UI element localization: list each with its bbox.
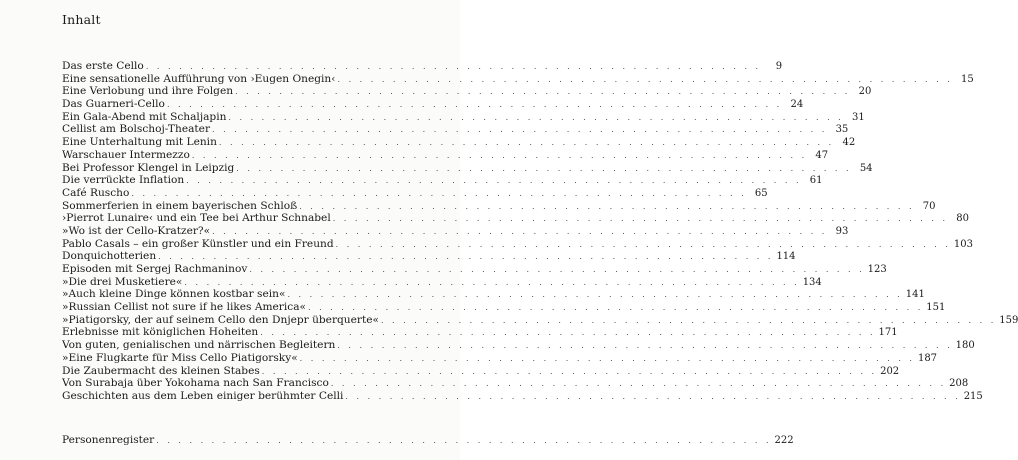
- toc-entry-page: 187: [917, 352, 938, 364]
- table-of-contents: [62, 60, 1018, 403]
- dot-leader: [345, 391, 960, 404]
- toc-entry: [62, 313, 1018, 327]
- toc-entry-title: Ein Gala-Abend mit Schaljapin: [62, 110, 227, 123]
- toc-entry: [62, 186, 768, 200]
- toc-entry-page: 24: [790, 99, 804, 111]
- toc-entry-title: Donquichotterien: [62, 250, 157, 263]
- toc-entry: [62, 237, 973, 251]
- dot-leader: [338, 74, 953, 87]
- toc-entry: [62, 123, 849, 136]
- dot-leader: [156, 435, 771, 448]
- toc-entry-page: 134: [802, 276, 822, 288]
- toc-entry-page: 208: [949, 378, 969, 390]
- dot-leader: [158, 251, 773, 264]
- toc-entry-page: 47: [815, 149, 829, 161]
- toc-entry-title: »Piatigorsky, der auf seinem Cello den Dnjepr überquerte«: [62, 313, 379, 326]
- toc-entry: [62, 339, 975, 352]
- toc-entry-title: Erlebnisse mit königlichen Hoheiten: [62, 326, 259, 339]
- toc-entry: [62, 148, 829, 162]
- toc-entry-page: 9: [775, 61, 783, 72]
- dot-leader: [228, 112, 843, 125]
- toc-entry: [62, 174, 823, 187]
- toc-entry-page: 20: [858, 86, 872, 98]
- toc-entry-page: 61: [809, 175, 823, 187]
- toc-entry-title: ›Pierrot Lunaire‹ und ein Tee bei Arthur Schnabel: [62, 212, 331, 225]
- toc-entry: [62, 275, 822, 289]
- dot-leader: [192, 150, 807, 163]
- toc-entry-page: 15: [961, 73, 974, 85]
- toc-entry-title: Bei Professor Klengel in Leipzig: [62, 161, 235, 174]
- index-entry-title: Personenregister: [62, 434, 155, 446]
- index-entry-page: 222: [774, 435, 794, 446]
- toc-entry-title: Geschichten aus dem Leben einiger berühmter Celli: [62, 389, 344, 402]
- toc-entry-page: 93: [835, 225, 849, 237]
- toc-entry-page: 114: [776, 251, 796, 263]
- dot-leader: [308, 302, 923, 315]
- toc-entry: [62, 377, 969, 390]
- toc-entry-page: 42: [842, 137, 856, 149]
- toc-entry-page: 180: [955, 340, 975, 352]
- index-entry: [62, 434, 794, 447]
- toc-entry-title: Eine Unterhaltung mit Lenin: [62, 136, 217, 149]
- toc-entry-page: 70: [922, 200, 936, 212]
- toc-entry-page: 54: [859, 162, 873, 174]
- dot-leader: [381, 315, 996, 328]
- toc-entry: [62, 288, 925, 301]
- toc-entry-page: 65: [754, 187, 768, 199]
- toc-entry-page: 159: [999, 314, 1018, 326]
- toc-entry: [62, 85, 872, 98]
- toc-entry-page: 80: [956, 213, 969, 225]
- toc-entry: [62, 199, 936, 213]
- dot-leader: [186, 175, 801, 188]
- toc-entry-page: 31: [851, 111, 865, 123]
- toc-entry-title: Das Guarneri-Cello: [62, 98, 165, 111]
- dot-leader: [219, 137, 834, 150]
- toc-entry-title: Von guten, genialischen und närrischen Begleitern: [62, 339, 336, 352]
- page-heading: Inhalt: [62, 12, 101, 27]
- toc-entry: [62, 301, 946, 314]
- toc-entry: [62, 263, 887, 276]
- toc-entry: [62, 326, 898, 339]
- toc-entry-title: Die verrückte Inflation: [62, 174, 185, 187]
- toc-entry-title: Warschauer Intermezzo: [62, 148, 190, 161]
- toc-entry: [62, 389, 983, 403]
- toc-entry-title: Episoden mit Sergej Rachmaninov: [62, 263, 248, 275]
- dot-leader: [300, 353, 915, 366]
- dot-leader: [260, 327, 875, 340]
- toc-entry: [62, 161, 873, 175]
- toc-entry: [62, 364, 900, 378]
- toc-entry-title: »Die drei Musketiere«: [62, 275, 183, 288]
- dot-leader: [299, 201, 914, 214]
- toc-entry: [62, 212, 969, 225]
- toc-entry-page: 103: [953, 238, 973, 250]
- toc-entry-title: Das erste Cello: [62, 60, 144, 72]
- toc-entry: [62, 72, 974, 86]
- toc-entry-title: »Russian Cellist not sure if he likes America«: [62, 301, 306, 314]
- dot-leader: [212, 124, 827, 137]
- toc-entry: [62, 250, 796, 263]
- dot-leader: [331, 378, 946, 391]
- toc-entry: [62, 136, 856, 149]
- dot-leader: [236, 163, 851, 176]
- toc-entry-title: Die Zaubermacht des kleinen Stabes: [62, 364, 260, 377]
- toc-entry: [62, 224, 849, 238]
- toc-entry-title: Pablo Casals – ein großer Künstler und ein Freund: [62, 237, 334, 250]
- toc-entry-title: Sommerferien in einem bayerischen Schloß: [62, 199, 298, 212]
- toc-entry-page: 202: [880, 365, 900, 377]
- toc-entry-title: »Auch kleine Dinge können kostbar sein«: [62, 288, 286, 301]
- toc-entry-title: Café Ruscho: [62, 186, 130, 199]
- toc-entry: [62, 60, 783, 73]
- toc-entry-page: 123: [867, 264, 887, 275]
- toc-entry: [62, 351, 938, 365]
- toc-entry-title: »Eine Flugkarte für Miss Cello Piatigorsky«: [62, 351, 298, 364]
- dot-leader: [336, 239, 951, 252]
- toc-entry-page: 141: [905, 289, 925, 301]
- toc-entry-page: 171: [878, 327, 898, 339]
- toc-entry-title: Eine sensationelle Aufführung von ›Eugen Onegin‹: [62, 72, 336, 85]
- dot-leader: [262, 366, 877, 379]
- dot-leader: [287, 289, 902, 302]
- toc-entry-page: 151: [926, 302, 946, 314]
- toc-entry-page: 35: [835, 124, 849, 136]
- toc-entry-title: Cellist am Bolschoj-Theater: [62, 123, 211, 136]
- toc-entry-title: Von Surabaja über Yokohama nach San Francisco: [62, 377, 329, 390]
- dot-leader: [235, 86, 850, 99]
- dot-leader: [337, 340, 952, 353]
- dot-leader: [249, 264, 864, 277]
- toc-entry: [62, 98, 804, 111]
- toc-entry: [62, 110, 865, 124]
- dot-leader: [333, 213, 948, 226]
- toc-entry-title: Eine Verlobung und ihre Folgen: [62, 85, 234, 98]
- dot-leader: [167, 99, 782, 112]
- toc-entry-page: 215: [963, 390, 983, 402]
- toc-entry-title: »Wo ist der Cello-Kratzer?«: [62, 224, 211, 237]
